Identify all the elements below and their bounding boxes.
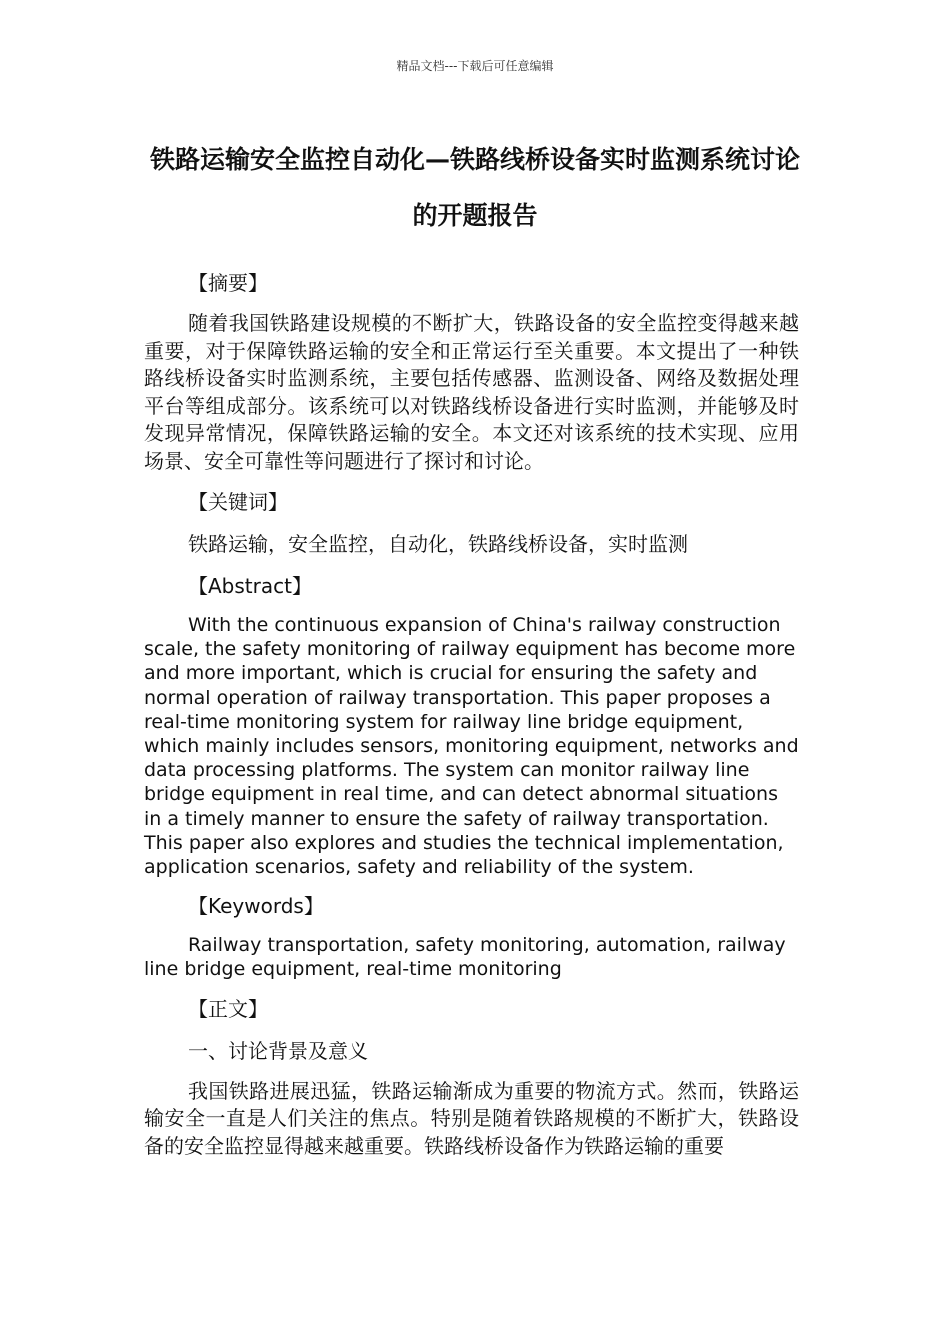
document-title: 铁路运输安全监控自动化—铁路线桥设备实时监测系统讨论的开题报告 <box>149 145 800 230</box>
keywords-en-text: Railway transportation, safety monitoring, automation, railway line bridge equipment, real-time monitoring <box>144 934 786 981</box>
abstract-en-text: With the continuous expansion of China's railway construction scale, the safety monitoring of railway equipment has become more and more important, which is crucial for ensuring the safety and normal operation of railway transportation. This paper proposes a real-time monitoring system for railway line bridge equipment, which mainly includes sensors, monitoring equipment, networks and data processing platforms. The system can monitor railway line bridge equipment in real time, and can detect abnormal situations in a timely manner to ensure the safety of railway transportation. This paper also explores and studies the technical implementation, application scenarios, safety and reliability of the system. <box>144 614 799 879</box>
keywords-cn-text: 铁路运输，安全监控，自动化，铁路线桥设备，实时监测 <box>188 532 688 556</box>
header-note: 精品文档---下载后可任意编辑 <box>396 59 554 73</box>
abstract-cn-label: 【摘要】 <box>188 271 268 295</box>
section1-paragraph: 我国铁路进展迅猛，铁路运输渐成为重要的物流方式。然而，铁路运输安全一直是人们关注的焦点。特别是随着铁路规模的不断扩大，铁路设备的安全监控显得越来越重要。铁路线桥设备作为铁路运输的重要 <box>144 1078 799 1158</box>
keywords-cn-label: 【关键词】 <box>188 490 288 514</box>
section1-heading: 一、讨论背景及意义 <box>188 1038 368 1063</box>
keywords-en-label: 【Keywords】 <box>188 894 324 919</box>
abstract-cn-text: 随着我国铁路建设规模的不断扩大，铁路设备的安全监控变得越来越重要，对于保障铁路运输的安全和正常运行至关重要。本文提出了一种铁路线桥设备实时监测系统，主要包括传感器、监测设备、网络及数据处理平台等组成部分。该系统可以对铁路线桥设备进行实时监测，并能够及时发现异常情况，保障铁路运输的安全。本文还对该系统的技术实现、应用场景、安全可靠性等问题进行了探讨和讨论。 <box>144 311 799 473</box>
document-body <box>144 268 799 1172</box>
body-label: 【正文】 <box>188 996 268 1021</box>
abstract-en-label: 【Abstract】 <box>188 574 312 598</box>
